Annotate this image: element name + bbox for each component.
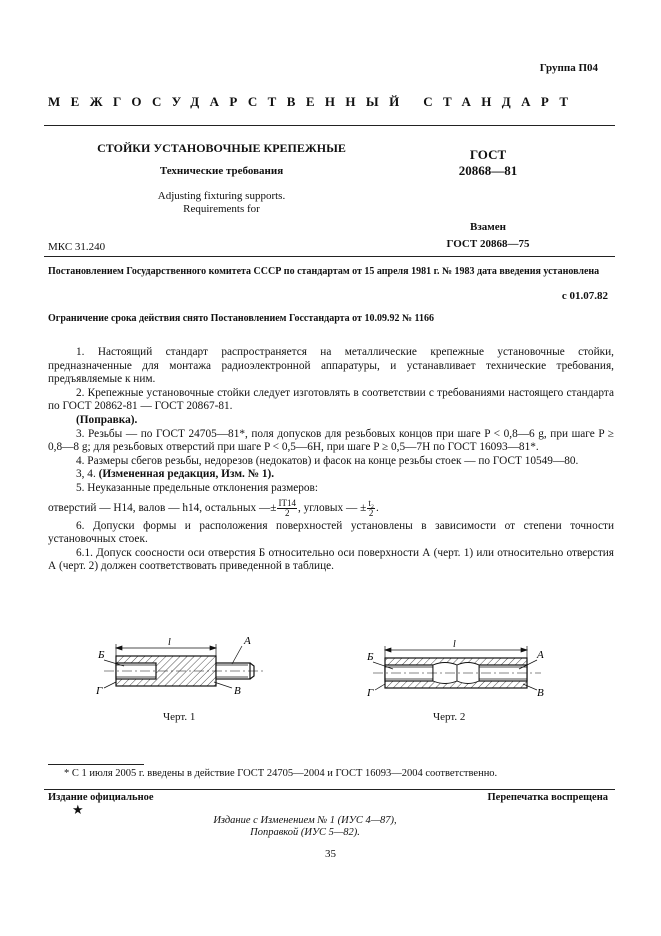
gost-number: 20868—81 bbox=[458, 163, 518, 178]
footnote: * С 1 июля 2005 г. введены в действие ГОСТ 24705—2004 и ГОСТ 16093—2004 соответственно. bbox=[64, 768, 498, 779]
drawing-1 bbox=[94, 636, 294, 700]
fig2-label-l: l bbox=[453, 639, 456, 650]
paragraph-2-note: (Поправка). bbox=[76, 413, 138, 426]
fig1-leader-G bbox=[104, 682, 116, 688]
top-divider bbox=[44, 125, 615, 126]
fig1-label-A: А bbox=[244, 636, 251, 647]
mks-divider bbox=[44, 256, 615, 257]
page-number: 35 bbox=[325, 848, 336, 860]
fig2-leader-G bbox=[375, 684, 385, 690]
group-code: Группа П04 bbox=[539, 62, 598, 74]
fig1-dimension-l bbox=[116, 644, 216, 656]
paragraph-5-tolerances bbox=[48, 499, 614, 518]
english-title-line2: Requirements for bbox=[183, 203, 260, 215]
footer-divider bbox=[44, 789, 615, 790]
paragraph-4: 4. Размеры сбегов резьбы, недорезов (недокатов) и фасок на конце резьбы стоек — по ГОСТ 10549—80. bbox=[76, 454, 579, 467]
paragraph-6-1: 6.1. Допуск соосности оси отверстия Б относительно оси поверхности А (черт. 1) или относительно отверстия А (черт. 2) должен соответствовать приведенной в таблице. bbox=[48, 546, 614, 573]
drawing-2 bbox=[365, 638, 555, 702]
effective-date: с 01.07.82 bbox=[561, 290, 608, 302]
fig1-label-B: Б bbox=[98, 649, 105, 661]
fig1-label-l: l bbox=[168, 637, 171, 648]
fig1-label-V: В bbox=[234, 685, 241, 697]
fig1-leader-A bbox=[232, 646, 242, 664]
fig2-label-A: А bbox=[537, 649, 544, 661]
fraction-it14-den: 2 bbox=[284, 507, 290, 518]
paragraph-6: 6. Допуски формы и расположения поверхностей установлены в зависимости от степени точности установочных стоек. bbox=[48, 519, 614, 546]
edition-note bbox=[150, 815, 460, 839]
replaces-label: Взамен bbox=[470, 221, 506, 233]
fraction-it14-num: IT14 bbox=[278, 497, 296, 508]
drawing-2-caption: Черт. 2 bbox=[433, 711, 466, 723]
edition-note-line1: Издание с Изменением № 1 (ИУС 4—87), bbox=[213, 815, 397, 826]
body-text bbox=[48, 346, 614, 574]
paragraph-1: 1. Настоящий стандарт распространяется на металлические крепежные установочные стойки, предназначенные для монтажа радиоэлектронной аппаратуры, и устанавливает технические требования, предъявляемые к ним. bbox=[48, 346, 614, 386]
standard-subtitle: Технические требования bbox=[159, 165, 284, 177]
star-icon: ★ bbox=[72, 802, 84, 817]
footnote-rule bbox=[48, 764, 144, 765]
official-edition-label: Издание официальное bbox=[48, 792, 154, 803]
fraction-t2-num: t₂ bbox=[368, 497, 374, 508]
paragraph-3: 3. Резьбы — по ГОСТ 24705—81*, поля допусков для резьбовых концов при шаге P < 0,8—6 g, при шаге P ≥ 0,8—8 g; для резьбовых отверстий при шаге P < 0,5—6H, при шаге P ≥ 0,5—7H по ГОСТ 16093—81*. bbox=[48, 427, 614, 454]
paragraph-3-4-note bbox=[48, 468, 614, 482]
p34-num: 3, 4. bbox=[76, 468, 96, 481]
replaces-block bbox=[418, 219, 558, 253]
p34-amendment: (Измененная редакция, Изм. № 1). bbox=[98, 468, 275, 481]
fig2-label-G: Г bbox=[367, 687, 374, 699]
fraction-t2-den: 2 bbox=[368, 507, 374, 518]
fig2-label-V: В bbox=[537, 687, 544, 699]
fig1-label-G: Г bbox=[96, 685, 103, 697]
interstate-standard-heading: МЕЖГОСУДАРСТВЕННЫЙ СТАНДАРТ bbox=[48, 94, 579, 109]
p5-end: . bbox=[375, 501, 379, 514]
limitation-text: Ограничение срока действия снято Постановлением Госстандарта от 10.09.92 № 1166 bbox=[48, 313, 434, 324]
fig1-leader-V bbox=[214, 682, 232, 688]
gost-label: ГОСТ bbox=[469, 147, 507, 162]
gost-designation bbox=[418, 147, 558, 179]
edition-note-line2: Поправкой (ИУС 5—82). bbox=[250, 827, 360, 838]
mks-code: МКС 31.240 bbox=[48, 241, 106, 253]
fig2-dimension-l bbox=[385, 646, 527, 658]
fraction-t2 bbox=[367, 499, 375, 518]
english-title bbox=[80, 190, 363, 216]
fig2-label-B: Б bbox=[367, 651, 374, 663]
reprint-prohibited-label: Перепечатка воспрещена bbox=[487, 792, 608, 803]
paragraph-5: 5. Неуказанные предельные отклонения размеров: bbox=[76, 481, 319, 494]
p5-holes: отверстий — H14, валов — h14, остальных —± bbox=[48, 501, 277, 514]
fraction-it14 bbox=[277, 499, 297, 518]
standard-title: СТОЙКИ УСТАНОВОЧНЫЕ КРЕПЕЖНЫЕ bbox=[97, 141, 346, 155]
p5-angular: , угловых — ± bbox=[297, 501, 367, 514]
drawing-1-caption: Черт. 1 bbox=[163, 711, 196, 723]
paragraph-2: 2. Крепежные установочные стойки следует изготовлять в соответствии с требованиями настоящего стандарта по ГОСТ 20862-81 — ГОСТ 20867-81. bbox=[48, 386, 614, 413]
english-title-line1: Adjusting fixturing supports. bbox=[157, 190, 286, 202]
replaces-number: ГОСТ 20868—75 bbox=[446, 238, 530, 250]
decree-text: Постановлением Государственного комитета СССР по стандартам от 15 апреля 1981 г. № 1983 дата введения установлена bbox=[48, 266, 600, 277]
